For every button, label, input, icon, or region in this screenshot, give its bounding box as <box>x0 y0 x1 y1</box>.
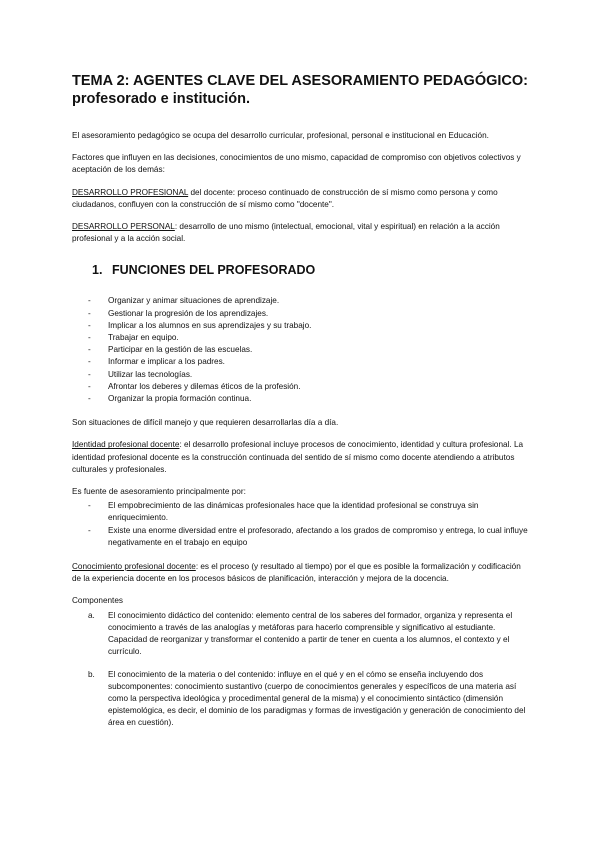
factores-paragraph: Factores que influyen en las decisiones, conocimientos de uno mismo, capacidad de compromiso con objetivos colectivos y aceptación de los demás: <box>72 153 521 175</box>
componentes-label: Componentes <box>72 596 123 606</box>
list-item: - Informar e implicar a los padres. <box>72 356 530 368</box>
section-number: 1. <box>92 263 103 278</box>
funciones-list <box>72 295 530 405</box>
title-line-1: TEMA 2: AGENTES CLAVE DEL ASESORAMIENTO PEDAGÓGICO: <box>72 73 528 89</box>
intro-paragraph: El asesoramiento pedagógico se ocupa del desarrollo curricular, profesional, personal e institucional en Educación. <box>72 131 489 140</box>
section-heading-funciones <box>92 263 530 277</box>
list-item: - El empobrecimiento de las dinámicas profesionales hace que la identidad profesional se construya sin enriquecimiento. <box>72 500 530 524</box>
list-item: - Organizar la propia formación continua. <box>72 393 530 405</box>
list-item <box>72 669 530 730</box>
situaciones-paragraph: Son situaciones de difícil manejo y que requieren desarrollarlas día a día. <box>72 418 339 428</box>
conocimiento-profesional-text: : es el proceso (y resultado al tiempo) por el que es posible la formalización y codificación de la experiencia docente en los procesos básicos de planificación, interacción y mejora de la docencia. <box>72 562 521 584</box>
list-item: - Existe una enorme diversidad entre el profesorado, afectando a los grados de compromiso y entrega, lo cual influye negativamente en el trabajo en equipo <box>72 525 530 549</box>
desarrollo-personal-term: DESARROLLO PERSONAL <box>72 222 175 232</box>
list-marker: b. <box>88 669 95 679</box>
title-line-2: profesorado e institución. <box>72 91 251 107</box>
desarrollo-profesional-term: DESARROLLO PROFESIONAL <box>72 187 189 197</box>
componentes-list <box>72 610 530 730</box>
desarrollo-profesional-text: del docente: proceso continuado de construcción de sí mismo como persona y como ciudadanos, confluyen con la construcción de sí mismo como "docente". <box>72 187 498 209</box>
conocimiento-profesional-paragraph <box>72 561 530 585</box>
desarrollo-personal-paragraph <box>72 221 530 245</box>
desarrollo-profesional-paragraph <box>72 187 530 211</box>
conocimiento-profesional-term: Conocimiento profesional docente <box>72 562 196 572</box>
section-title: FUNCIONES DEL PROFESORADO <box>112 263 316 278</box>
list-item: - Trabajar en equipo. <box>72 332 530 344</box>
list-item: - Participar en la gestión de las escuelas. <box>72 344 530 356</box>
list-item-text: El conocimiento didáctico del contenido: elemento central de los saberes del formador, organiza y representa el conocimiento a través de las analogías y metáforas para hacerlo comprensible y significativo al estudiante. Capacidad de reorganizar y transformar el contenido a partir de tener en cuenta a los alumnos, el contexto y el currículo. <box>108 610 513 657</box>
list-item: - Organizar y animar situaciones de aprendizaje. <box>72 295 530 307</box>
fuente-list <box>72 500 530 549</box>
list-marker: a. <box>88 610 95 620</box>
document-title <box>72 72 530 108</box>
list-item <box>72 610 530 659</box>
identidad-profesional-term: Identidad profesional docente <box>72 440 180 450</box>
list-item-text: El conocimiento de la materia o del contenido: influye en el qué y en el cómo se enseña incluyendo dos subcomponentes: conocimiento sustantivo (cuerpo de conocimientos generales y específicos de una materia así como la perspectiva ideológica y procedimental general de la misma) y el conocimiento sintáctico (dimensión epistemológica, es decir, el dominio de los paradigmas y formas de investigación y generación de conocimiento del área en cuestión). <box>108 669 526 728</box>
desarrollo-personal-text: : desarrollo de uno mismo (intelectual, emocional, vital y espiritual) en relación a la acción profesional y a la acción social. <box>72 222 500 244</box>
list-item: - Gestionar la progresión de los aprendizajes. <box>72 308 530 320</box>
identidad-profesional-text: : el desarrollo profesional incluye procesos de conocimiento, identidad y cultura profesional. La identidad profesional docente es la construcción continuada del sentido de sí mismo como docente atendiendo a atributos culturales y profesionales. <box>72 440 524 474</box>
list-item: - Utilizar las tecnologías. <box>72 369 530 381</box>
fuente-paragraph: Es fuente de asesoramiento principalmente por: <box>72 487 246 497</box>
list-item: - Implicar a los alumnos en sus aprendizajes y su trabajo. <box>72 320 530 332</box>
list-item: - Afrontar los deberes y dilemas éticos de la profesión. <box>72 381 530 393</box>
identidad-profesional-paragraph <box>72 439 530 476</box>
